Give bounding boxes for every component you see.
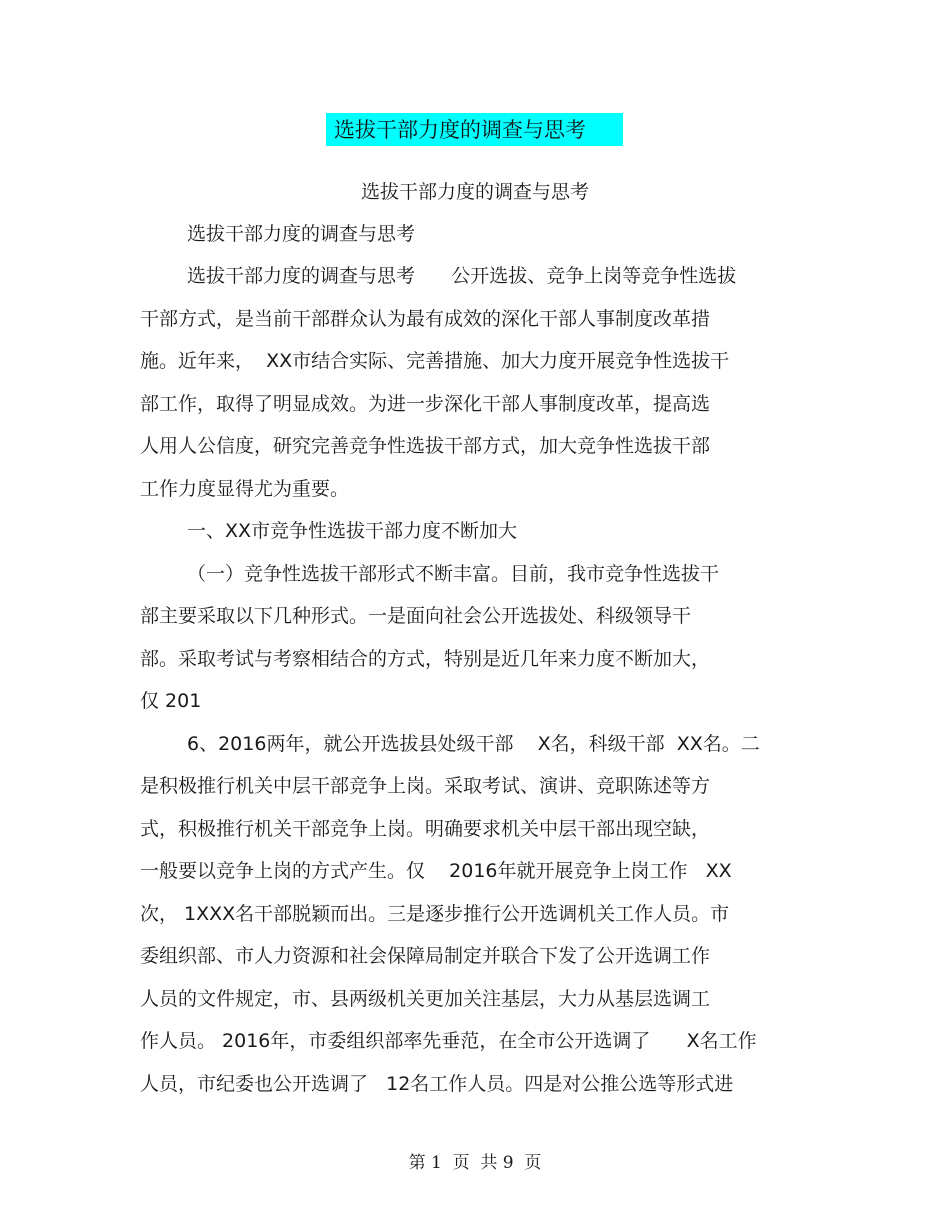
section-heading: 一、XX市竞争性选拔干部力度不断加大 <box>187 520 518 542</box>
text-line: 干部方式，是当前干部群众认为最有成效的深化干部人事制度改革措 <box>140 308 711 330</box>
text-line: 仅 201 <box>140 690 202 712</box>
text-line: 式，积极推行机关干部竞争上岗。明确要求机关中层干部出现空缺， <box>140 818 711 840</box>
document-subtitle: 选拔干部力度的调查与思考 <box>360 181 589 203</box>
text-line: 选拔干部力度的调查与思考 <box>187 223 416 245</box>
text-line: 6、2016两年，就公开选拔县处级干部 X名，科级干部 XX名。二 <box>187 733 760 755</box>
text-line: 部。采取考试与考察相结合的方式，特别是近几年来力度不断加大， <box>140 648 711 670</box>
text-line: 人员，市纪委也公开选调了 12名工作人员。四是对公推公选等形式进 <box>140 1073 734 1095</box>
text-line: 次， 1XXX名干部脱颖而出。三是逐步推行公开选调机关工作人员。市 <box>140 903 730 925</box>
text-line: 施。近年来， XX市结合实际、完善措施、加大力度开展竞争性选拔干 <box>140 350 730 372</box>
text-line: 部主要采取以下几种形式。一是面向社会公开选拔处、科级领导干 <box>140 605 692 627</box>
text-line: 一般要以竞争上岗的方式产生。仅 2016年就开展竞争上岗工作 XX <box>140 860 732 882</box>
text-line: 工作力度显得尤为重要。 <box>140 478 350 500</box>
text-line: 是积极推行机关中层干部竞争上岗。采取考试、演讲、竞职陈述等方 <box>140 775 711 797</box>
text-line: 选拔干部力度的调查与思考 公开选拔、竞争上岗等竞争性选拔 <box>187 265 737 287</box>
text-line: 人员的文件规定，市、县两级机关更加关注基层，大力从基层选调工 <box>140 988 711 1010</box>
text-line: 委组织部、市人力资源和社会保障局制定并联合下发了公开选调工作 <box>140 945 711 967</box>
page-footer: 第 1 页 共 9 页 <box>408 1153 542 1173</box>
document-title: 选拔干部力度的调查与思考 <box>334 118 586 142</box>
title-highlight <box>326 113 623 146</box>
text-line: 作人员。 2016年，市委组织部率先垂范，在全市公开选调了 X名工作 <box>140 1030 757 1052</box>
text-line: 人用人公信度，研究完善竞争性选拔干部方式，加大竞争性选拔干部 <box>140 435 711 457</box>
text-line: （一）竞争性选拔干部形式不断丰富。目前，我市竞争性选拔干 <box>187 563 720 585</box>
text-line: 部工作，取得了明显成效。为进一步深化干部人事制度改革，提高选 <box>140 393 711 415</box>
